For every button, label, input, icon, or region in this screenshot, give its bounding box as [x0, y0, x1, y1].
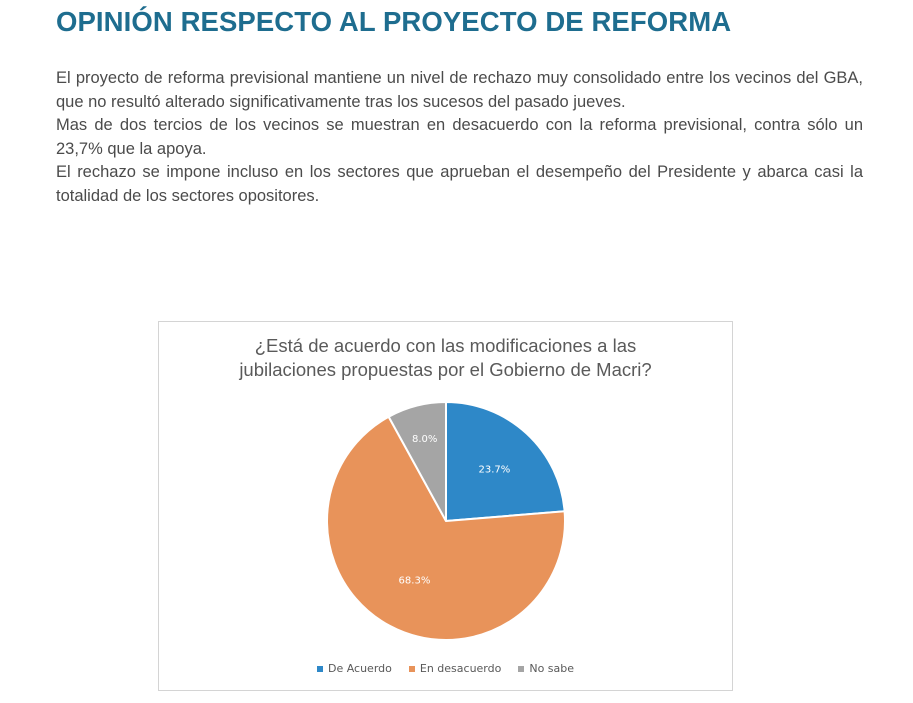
legend-swatch	[409, 666, 415, 672]
chart-title-line-1: ¿Está de acuerdo con las modificaciones a las	[254, 335, 637, 356]
legend-label: En desacuerdo	[419, 662, 502, 675]
body-text	[56, 67, 863, 208]
legend-item-en-desacuerdo	[409, 662, 501, 675]
legend-swatch	[317, 666, 323, 672]
paragraph-2: Mas de dos tercios de los vecinos se muestran en desacuerdo con la reforma previsional, contra sólo un 23,7% que la apoya.	[56, 116, 863, 158]
chart-title-line-2: jubilaciones propuestas por el Gobierno de Macri?	[239, 359, 652, 380]
pie-plot	[159, 322, 732, 690]
legend-item-no-sabe	[518, 662, 574, 675]
paragraph-3: El rechazo se impone incluso en los sectores que aprueban el desempeño del Presidente y abarca casi la totalidad de los sectores opositores.	[56, 163, 863, 205]
legend-swatch	[518, 666, 524, 672]
legend-item-de-acuerdo	[317, 662, 392, 675]
paragraph-1: El proyecto de reforma previsional mantiene un nivel de rechazo muy consolidado entre los vecinos del GBA, que no resultó alterado significativamente tras los sucesos del pasado jueves.	[56, 69, 863, 111]
page-title: OPINIÓN RESPECTO AL PROYECTO DE REFORMA	[56, 6, 732, 37]
legend-label: No sabe	[529, 662, 575, 675]
pie-chart	[158, 321, 733, 691]
chart-legend	[159, 662, 732, 675]
pie-slice-de-acuerdo	[446, 402, 565, 521]
data-label-no-sabe: 8.0%	[411, 434, 438, 446]
data-label-en-desacuerdo: 68.3%	[398, 575, 431, 587]
legend-label: De Acuerdo	[327, 662, 392, 675]
data-label-de-acuerdo: 23.7%	[478, 464, 511, 476]
